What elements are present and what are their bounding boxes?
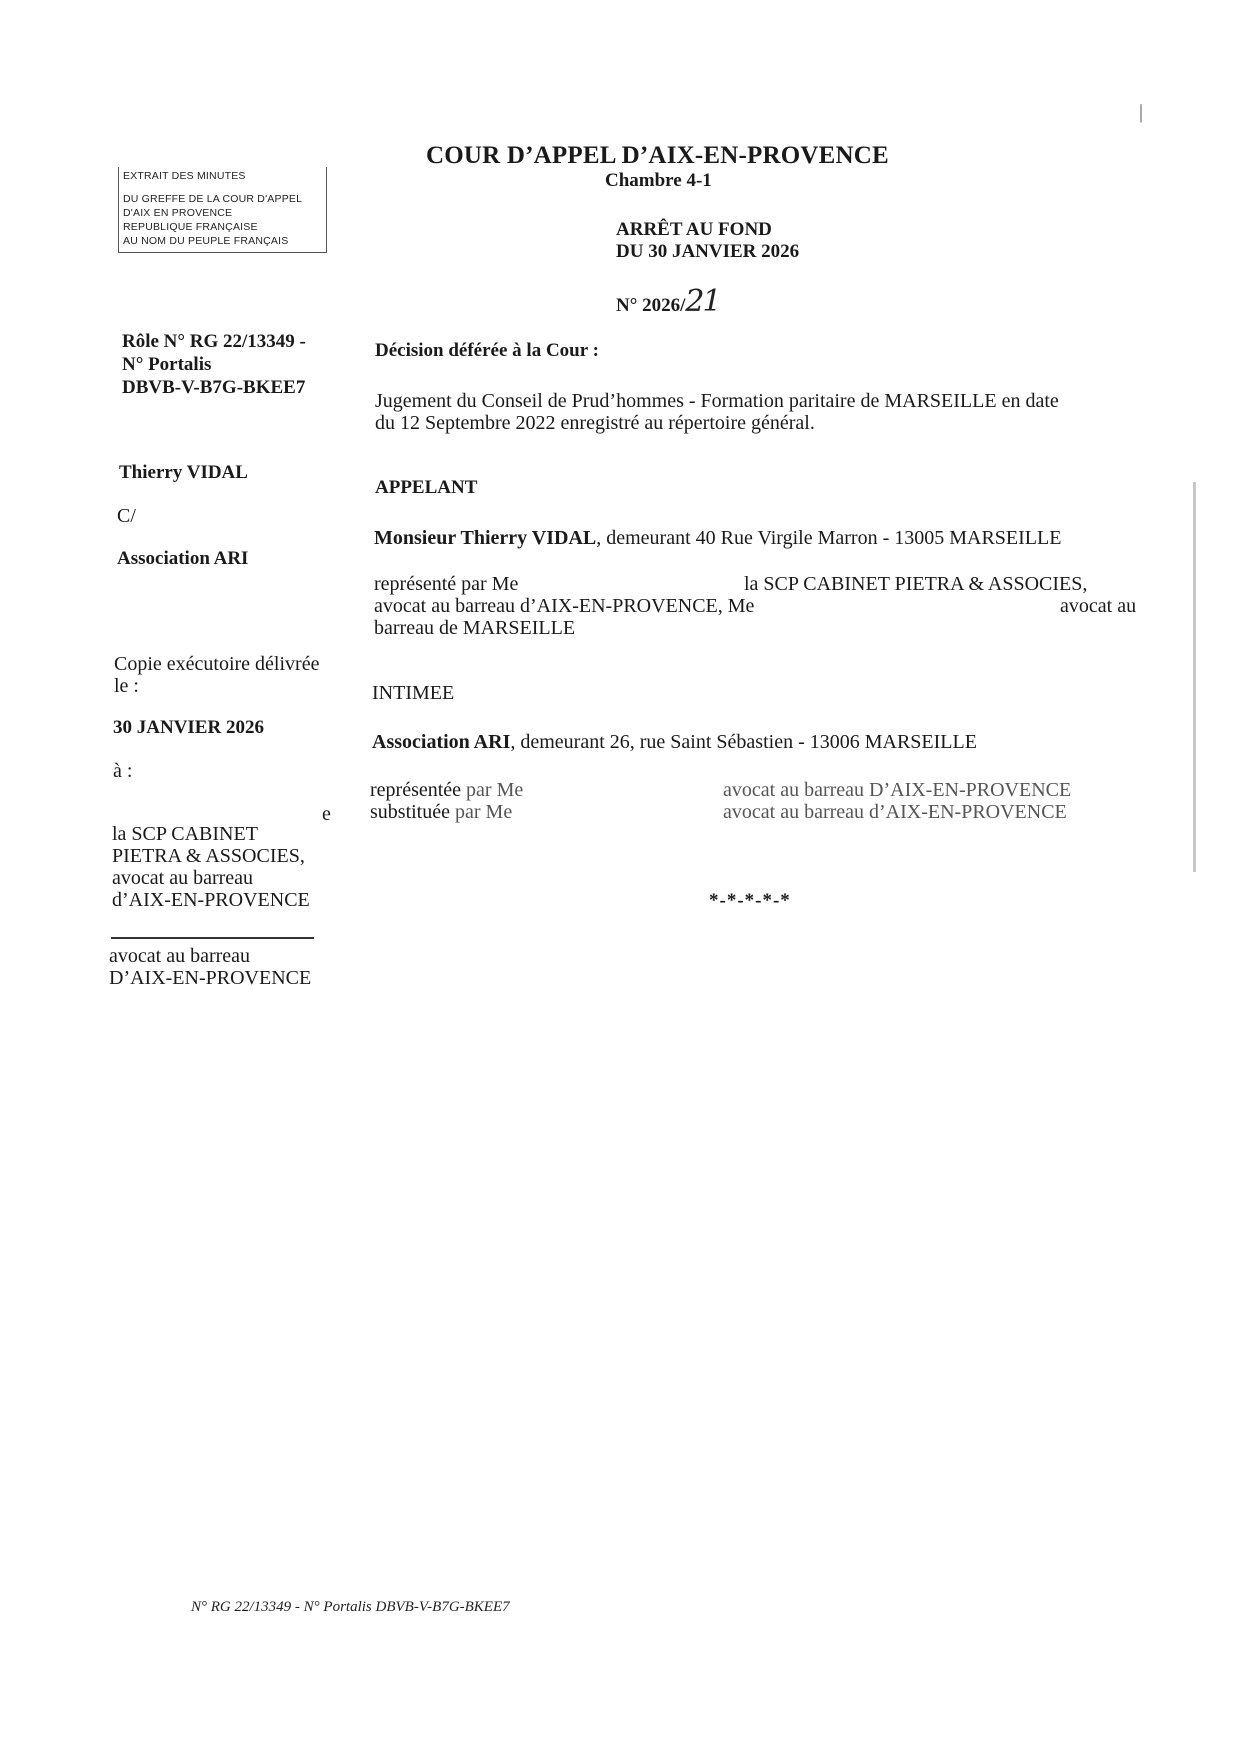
intimee-sub-line xyxy=(370,801,512,823)
decision-line: Jugement du Conseil de Prud’hommes - Formation paritaire de MARSEILLE en date xyxy=(375,390,1059,412)
decision-text xyxy=(375,390,1059,434)
stamp-line: D'AIX EN PROVENCE xyxy=(123,207,233,219)
a-label: à : xyxy=(113,760,133,782)
appelant-identity xyxy=(374,527,1061,549)
recipient-line: d’AIX-EN-PROVENCE xyxy=(112,889,310,911)
arret-number-handwritten: 21 xyxy=(685,284,720,319)
appelant-name: Monsieur Thierry VIDAL xyxy=(374,527,597,549)
recipient-1 xyxy=(112,823,310,911)
stamp-line: EXTRAIT DES MINUTES xyxy=(123,170,246,182)
arret-date: DU 30 JANVIER 2026 xyxy=(616,241,800,262)
role-line: Rôle N° RG 22/13349 - xyxy=(122,331,306,352)
scan-edge-mark xyxy=(1193,482,1196,872)
role-line: DBVB-V-B7G-BKEE7 xyxy=(122,377,306,398)
intimee-rep-line xyxy=(370,779,523,801)
intimee-address: , demeurant 26, rue Saint Sébastien - 13006 MARSEILLE xyxy=(510,731,977,753)
chamber: Chambre 4-1 xyxy=(605,170,712,191)
role-block xyxy=(122,330,306,399)
appelant-rep-line2b: avocat au xyxy=(1060,595,1137,617)
copie-line: Copie exécutoire délivrée xyxy=(114,653,320,675)
recipient-line: avocat au barreau xyxy=(112,867,254,889)
appelant-rep-line2a: avocat au barreau d’AIX-EN-PROVENCE, Me xyxy=(374,595,755,617)
intimee-sub-c: avocat au barreau d’AIX-EN-PROVENCE xyxy=(723,801,1067,823)
separator: *-*-*-*-* xyxy=(709,890,791,911)
copie-line: le : xyxy=(114,675,139,697)
arret-title: ARRÊT AU FOND xyxy=(616,219,772,240)
intimee-identity xyxy=(372,731,977,753)
appelant-rep-a: représenté par Me xyxy=(374,573,519,595)
recipient-line: avocat au barreau xyxy=(109,945,251,967)
court-title: COUR D’APPEL D’AIX-EN-PROVENCE xyxy=(426,142,889,169)
party-respondent: Association ARI xyxy=(117,548,249,569)
party-appellant: Thierry VIDAL xyxy=(119,462,248,483)
versus: C/ xyxy=(117,505,136,527)
stamp-line: REPUBLIQUE FRANÇAISE xyxy=(123,221,258,233)
arret-number-prefix: N° 2026/ xyxy=(616,295,686,316)
page-mark: | xyxy=(1139,101,1144,123)
court-stamp xyxy=(118,167,327,253)
copie-date: 30 JANVIER 2026 xyxy=(113,717,264,738)
appelant-rep-b: la SCP CABINET PIETRA & ASSOCIES, xyxy=(744,573,1088,595)
arret-number xyxy=(616,284,720,319)
stamp-line: AU NOM DU PEUPLE FRANÇAIS xyxy=(123,235,289,247)
recipient-2 xyxy=(109,945,311,989)
intimee-heading: INTIMEE xyxy=(372,682,455,704)
copie-executoire-label xyxy=(114,653,319,697)
intimee-name: Association ARI xyxy=(372,731,511,753)
stamp-line: DU GREFFE DE LA COUR D'APPEL xyxy=(123,193,303,205)
decision-line: du 12 Septembre 2022 enregistré au répertoire général. xyxy=(375,412,815,434)
recipient-line: la SCP CABINET xyxy=(112,823,258,845)
redaction-line xyxy=(111,937,314,939)
appelant-heading: APPELANT xyxy=(375,477,478,498)
role-line: N° Portalis xyxy=(122,354,212,375)
appelant-address: , demeurant 40 Rue Virgile Marron - 13005 MARSEILLE xyxy=(596,527,1062,549)
decision-heading: Décision déférée à la Cour : xyxy=(375,340,599,361)
intimee-sub-a: substituée xyxy=(370,801,450,823)
intimee-rep-b: par Me xyxy=(466,779,524,801)
recipient-line: PIETRA & ASSOCIES, xyxy=(112,845,305,867)
recipient-line: D’AIX-EN-PROVENCE xyxy=(109,967,312,989)
appelant-rep-line3: barreau de MARSEILLE xyxy=(374,617,576,639)
intimee-rep-a: représentée xyxy=(370,779,462,801)
intimee-rep-c: avocat au barreau D’AIX-EN-PROVENCE xyxy=(723,779,1072,801)
recipient-fragment: e xyxy=(322,803,331,825)
intimee-sub-b: par Me xyxy=(455,801,513,823)
footer-reference: N° RG 22/13349 - N° Portalis DBVB-V-B7G-BKEE7 xyxy=(191,1599,510,1615)
